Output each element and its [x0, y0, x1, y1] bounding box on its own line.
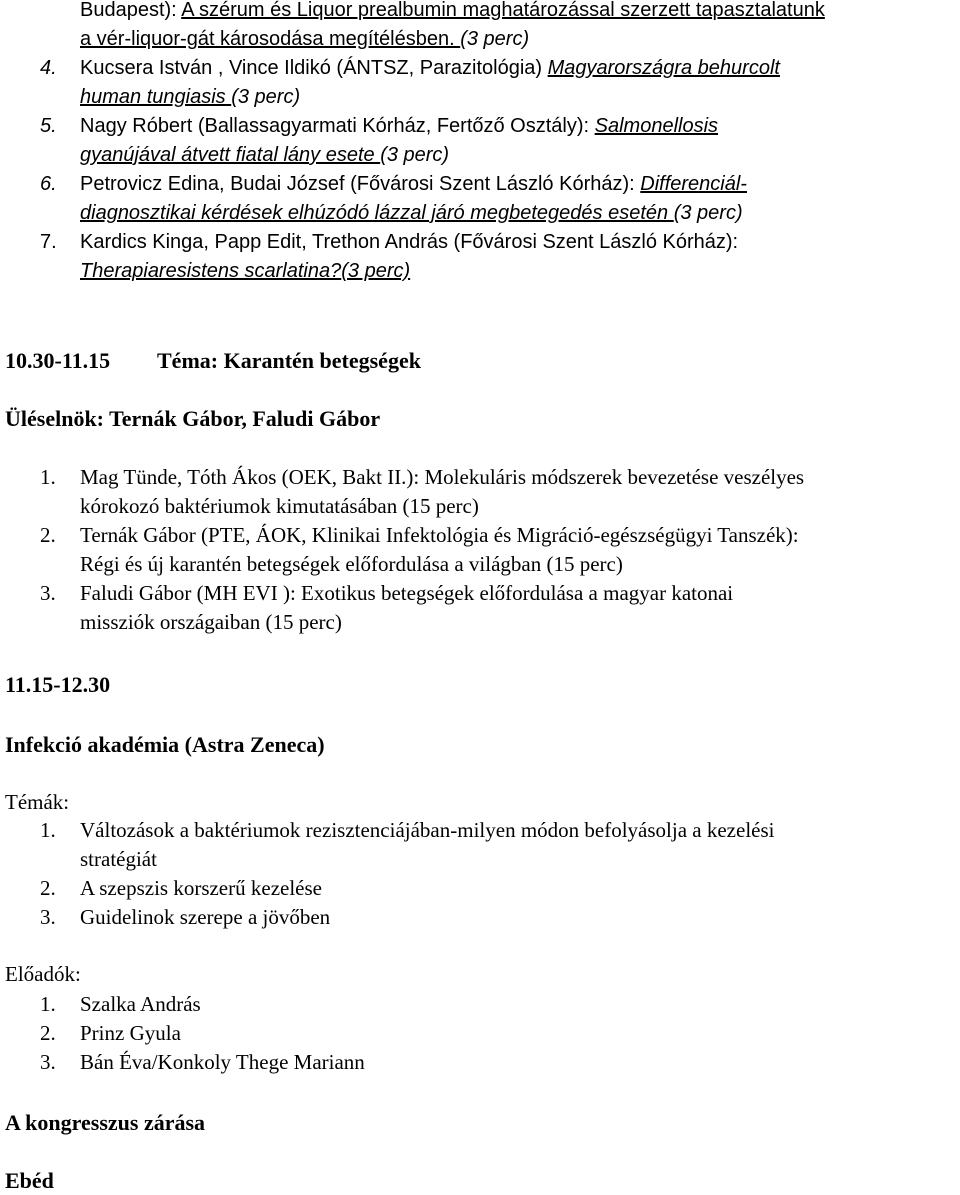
list-item: [40, 54, 955, 112]
text-run: Nagy Róbert (Ballassagyarmati Kórház, Fertőző Osztály):: [80, 115, 595, 137]
item-number: 1.: [40, 818, 56, 842]
item-number: 5.: [40, 115, 57, 137]
text-run: Budapest):: [80, 0, 182, 21]
speakers-label: Előadók:: [5, 962, 81, 986]
speaker-name: Szalka András: [80, 992, 201, 1016]
item-number: 3.: [40, 905, 56, 929]
item-number: 1.: [40, 465, 56, 489]
item-line: Változások a baktériumok rezisztenciájában-milyen módon befolyásolja a kezelési: [80, 818, 775, 842]
list-item: [40, 1048, 955, 1077]
session-chairs: Üléselnök: Ternák Gábor, Faludi Gábor: [5, 406, 381, 431]
text-run: human tungiasis: [80, 86, 232, 108]
text-run: Magyarországra behurcolt: [547, 57, 780, 79]
lunch-heading: Ebéd: [5, 1168, 54, 1193]
item-number: 2.: [40, 523, 56, 547]
list-item: [40, 0, 955, 54]
session-time: 10.30-11.15: [5, 348, 111, 373]
item-line: kórokozó baktériumok kimutatásában (15 perc): [80, 494, 479, 518]
item-line: Ternák Gábor (PTE, ÁOK, Klinikai Infektológia és Migráció-egészségügyi Tanszék):: [80, 523, 799, 547]
item-number: 7.: [40, 231, 57, 253]
list-item: [40, 1019, 955, 1048]
item-line: [80, 170, 955, 199]
item-line: [80, 112, 955, 141]
text-run: A szérum és Liquor prealbumin maghatározással szerzett tapasztalatunk: [181, 0, 825, 21]
previous-session-list: [40, 0, 955, 286]
text-run: gyanújával átvett fiatal lány esete: [80, 144, 381, 166]
text-run: Therapiaresistens scarlatina?: [80, 260, 342, 282]
list-item: [40, 521, 955, 579]
list-item: [40, 874, 955, 903]
text-run: Kucsera István , Vince Ildikó (ÁNTSZ, Parazitológia): [80, 57, 548, 79]
list-item: [40, 816, 955, 874]
item-line: missziók országaiban (15 perc): [80, 610, 342, 634]
list-item: [40, 990, 955, 1019]
topics-list: [40, 816, 955, 932]
list-item: [40, 463, 955, 521]
text-run: Kardics Kinga, Papp Edit, Trethon András (Fővárosi Szent László Kórház):: [80, 231, 739, 253]
session-heading: [5, 346, 421, 375]
item-line: stratégiát: [80, 847, 157, 871]
text-run: (3 perc): [231, 86, 301, 108]
item-line: A szepszis korszerű kezelése: [80, 876, 322, 900]
list-item: [40, 112, 955, 170]
item-line: [80, 228, 955, 257]
list-item: [40, 170, 955, 228]
item-line: Mag Tünde, Tóth Ákos (OEK, Bakt II.): Molekuláris módszerek bevezetése veszélyes: [80, 465, 805, 489]
text-run: Salmonellosis: [594, 115, 719, 137]
speaker-name: Prinz Gyula: [80, 1021, 181, 1045]
item-number: 6.: [40, 173, 57, 195]
item-line: [80, 0, 955, 25]
item-number: 3.: [40, 1050, 56, 1074]
item-line: [80, 54, 955, 83]
text-run: (3 perc): [341, 260, 411, 282]
item-number: 2.: [40, 1021, 56, 1045]
item-line: [80, 257, 955, 286]
topics-label: Témák:: [5, 790, 70, 814]
item-line: [80, 25, 955, 54]
closing-heading: A kongresszus zárása: [5, 1110, 206, 1135]
item-line: Guidelinok szerepe a jövőben: [80, 905, 331, 929]
item-line: [80, 199, 955, 228]
text-run: (3 perc): [673, 202, 743, 224]
item-number: 3.: [40, 581, 56, 605]
list-item: [40, 903, 955, 932]
text-run: Petrovicz Edina, Budai József (Fővárosi Szent László Kórház):: [80, 173, 641, 195]
list-item: [40, 228, 955, 286]
text-run: (3 perc): [380, 144, 450, 166]
item-line: [80, 83, 955, 112]
speakers-list: [40, 990, 955, 1077]
list-item: [40, 579, 955, 637]
item-line: [80, 141, 955, 170]
item-number: 4.: [40, 57, 57, 79]
item-line: Régi és új karantén betegségek előfordulása a világban (15 perc): [80, 552, 623, 576]
session2-title: Infekció akadémia (Astra Zeneca): [5, 732, 325, 757]
session-theme: Téma: Karantén betegségek: [157, 348, 421, 373]
text-run: Differenciál-: [640, 173, 747, 195]
speaker-name: Bán Éva/Konkoly Thege Mariann: [80, 1050, 365, 1074]
item-number: 1.: [40, 992, 56, 1016]
text-run: a vér-liquor-gát károsodása megítélésben.: [80, 28, 461, 50]
text-run: (3 perc): [460, 28, 530, 50]
text-run: diagnosztikai kérdések elhúzódó lázzal járó megbetegedés esetén: [80, 202, 674, 224]
item-number: 2.: [40, 876, 56, 900]
session1-talk-list: [40, 463, 955, 637]
session2-time: 11.15-12.30: [5, 672, 111, 697]
item-line: Faludi Gábor (MH EVI ): Exotikus betegségek előfordulása a magyar katonai: [80, 581, 734, 605]
